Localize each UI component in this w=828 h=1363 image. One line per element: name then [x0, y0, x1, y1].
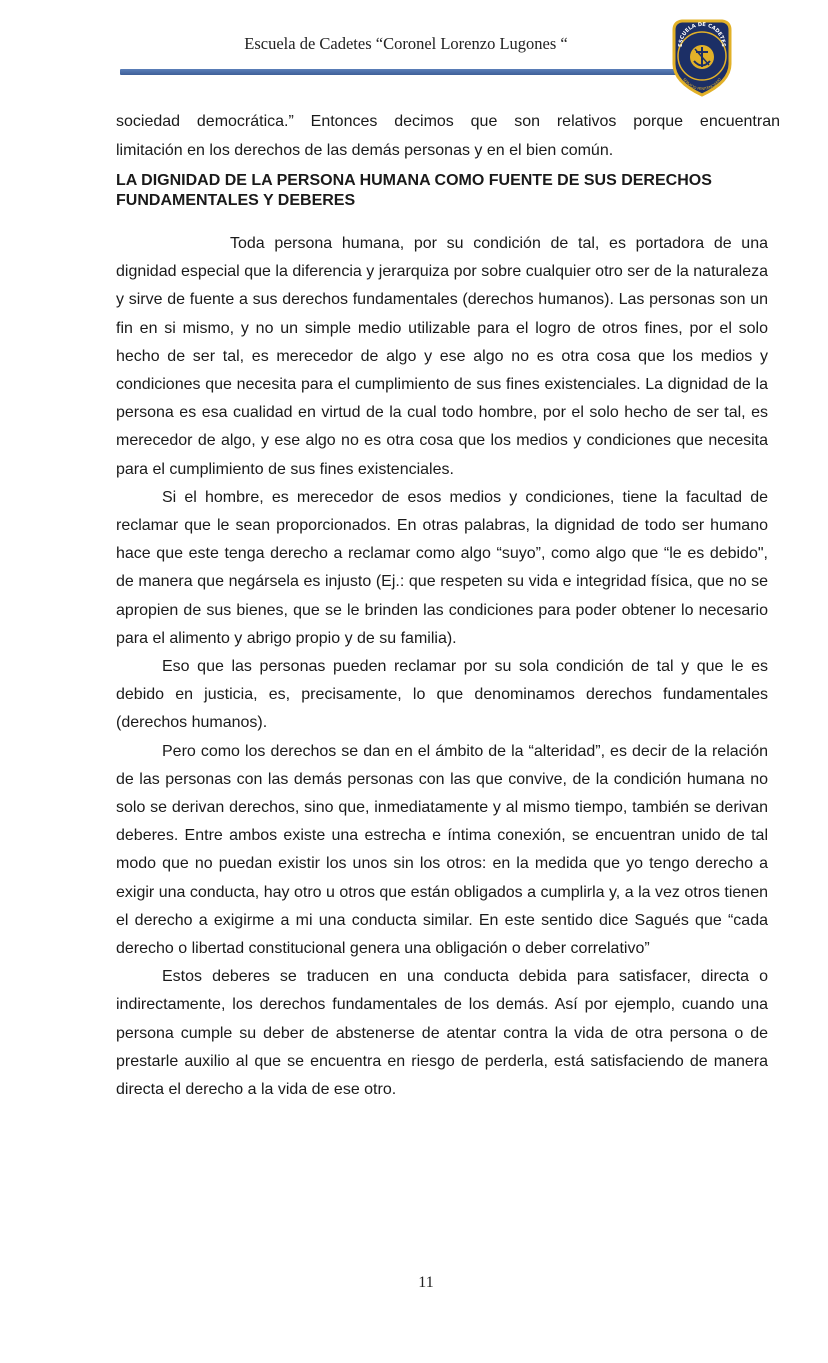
paragraph: Toda persona humana, por su condición de tal, es portadora de una dignidad especial que la diferencia y jerarquiza por sobre cualquier otro ser de la naturaleza y sirve de fuente a sus derechos fundamentales (derechos humanos). Las personas son un fin en si mismo, y no un simple medio utilizable para el logro de otros fines, por el solo hecho de ser tal, es merecedor de algo y ese algo no es otra cosa que los medios y condiciones que necesita para el cumplimiento de sus fines existenciales. La dignidad de la persona es esa cualidad en virtud de la cual todo hombre, por el solo hecho de ser tal, es merecedor de algo, y ese algo no es otra cosa que los medios y condiciones que necesita para el cumplimiento de sus fines existenciales.	[116, 235, 768, 478]
paragraph: Eso que las personas pueden reclamar por su sola condición de tal y que le es debido en justicia, es, precisamente, lo que denominamos derechos fundamentales (derechos humanos).	[116, 658, 768, 732]
school-emblem-icon	[668, 16, 736, 98]
continuation-line: limitación en los derechos de las demás personas y en el bien común.	[116, 142, 614, 159]
header-rule	[120, 69, 690, 75]
paragraph: Pero como los derechos se dan en el ámbito de la “alteridad”, es decir de la relación de las personas con las demás personas con las que convive, de la condición humana no solo se derivan derechos, sino que, inmediatamente y al mismo tiempo, también se derivan deberes. Entre ambos existe una estrecha e íntima conexión, se encuentran unido de tal modo que no puedan existir los unos sin los otros: en la medida que yo tengo derecho a exigir una conducta, hay otro u otros que están obligados a cumplirla y, a la vez otros tienen el derecho a exigirme a mi una conducta similar. En este sentido dice Sagués que “cada derecho o libertad constitucional genera una obligación o deber correlativo”	[116, 742, 768, 958]
paragraph: Estos deberes se traducen en una conducta debida para satisfacer, directa o indirectamente, los derechos fundamentales de los demás. Así por ejemplo, cuando una persona cumple su deber de abstenerse de atentar contra la vida de otra persona o de prestarle auxilio al que se encuentra en riesgo de perderla, está satisfaciendo de manera directa el derecho a la vida de ese otro.	[116, 968, 768, 1099]
continuation-line: sociedad democrática.” Entonces decimos que son relativos porque encuentran	[116, 113, 780, 130]
paragraph: Si el hombre, es merecedor de esos medios y condiciones, tiene la facultad de reclamar que le sean proporcionados. En otras palabras, la dignidad de todo ser humano hace que este tenga derecho a reclamar como algo “suyo”, como algo que “le es debido", de manera que negársela es injusto (Ej.: que respeten su vida e integridad física, que no se apropien de sus bienes, que se le brinden las condiciones para poder obtener lo necesario para el alimento y abrigo propio y de su familia).	[116, 488, 768, 647]
header-title: Escuela de Cadetes “Coronel Lorenzo Lugones “	[244, 34, 568, 53]
emblem-bottom-text: SERVICIO PENITENCIARIO	[682, 77, 722, 92]
page-number: 11	[418, 1274, 434, 1291]
section-heading: LA DIGNIDAD DE LA PERSONA HUMANA COMO FUENTE DE SUS DERECHOS FUNDAMENTALES Y DEBERES	[116, 172, 712, 209]
emblem-top-text: ESCUELA DE CADETES	[677, 21, 727, 48]
body-text	[116, 230, 768, 1104]
page-content	[116, 112, 780, 1104]
